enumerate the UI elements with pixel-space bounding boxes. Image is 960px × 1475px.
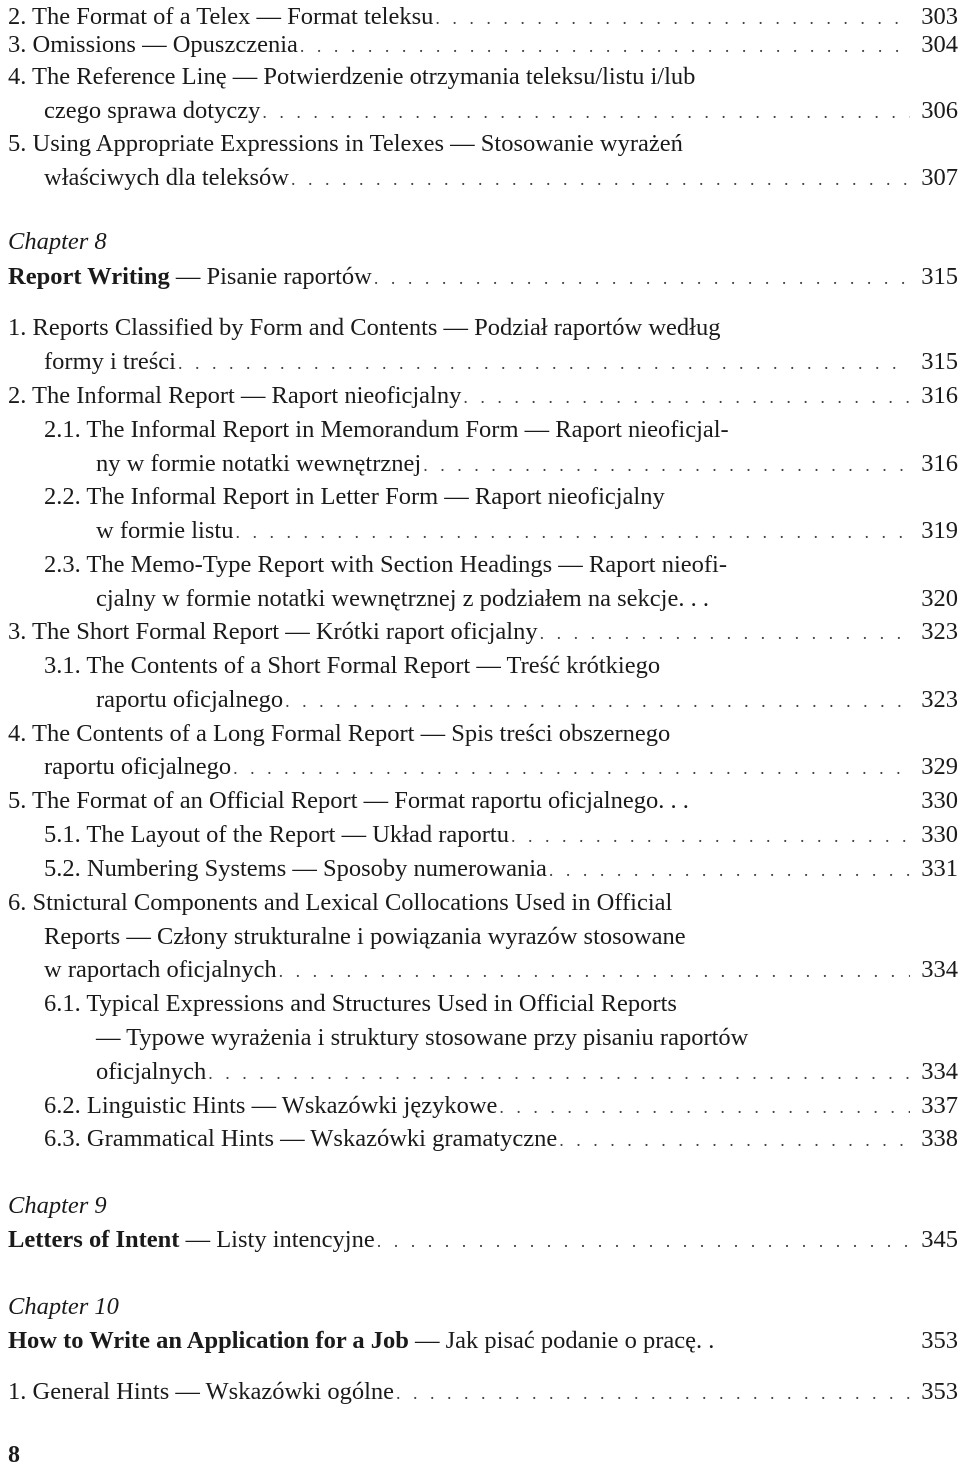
toc-entry-text: cjalny w formie notatki wewnętrznej z podziałem na sekcje. . . — [96, 585, 709, 612]
toc-entry[interactable] — [8, 28, 958, 62]
leader-dots — [374, 261, 910, 295]
toc-page-ref: 307 — [921, 164, 958, 191]
toc-entry[interactable] — [8, 1375, 958, 1409]
toc-page-ref: 345 — [921, 1226, 958, 1253]
leader-dots — [291, 162, 910, 196]
toc-entry-text: w raportach oficjalnych — [44, 956, 277, 983]
toc-page-ref: 330 — [921, 787, 958, 814]
toc-page-ref: 334 — [921, 956, 958, 983]
toc-entry-text: 1. General Hints — Wskazówki ogólne — [8, 1378, 395, 1405]
toc-entry[interactable] — [44, 852, 958, 886]
toc-page-ref: 320 — [921, 585, 958, 612]
toc-page-ref: 303 — [921, 3, 958, 30]
toc-page-ref: 331 — [921, 855, 958, 882]
toc-entry-text: 6.1. Typical Expressions and Structures Used in Official Reports — [44, 990, 677, 1017]
leader-dots — [285, 684, 910, 718]
toc-entry[interactable] — [96, 1055, 958, 1089]
toc-page-ref: 316 — [921, 382, 958, 409]
chapter-label: Chapter 10 — [8, 1293, 119, 1320]
chapter-title-translation: — Pisanie raportów — [169, 263, 372, 290]
toc-entry-text: raportu oficjalnego — [96, 686, 284, 713]
chapter-title-entry[interactable] — [8, 1223, 958, 1257]
toc-entry-text: raportu oficjalnego — [44, 753, 232, 780]
leader-dots — [233, 751, 910, 785]
toc-entry-text: 6. Stnictural Components and Lexical Collocations Used in Official — [8, 889, 673, 916]
toc-entry[interactable] — [96, 683, 958, 717]
leader-dots — [178, 346, 910, 380]
chapter-title-translation: — Listy intencyjne — [179, 1226, 375, 1253]
toc-page — [8, 0, 958, 1475]
chapter-label: Chapter 8 — [8, 228, 107, 255]
leader-dots — [540, 616, 910, 650]
toc-entry-text: 2.1. The Informal Report in Memorandum Form — Raport nieoficjal- — [44, 416, 729, 443]
toc-entry-text: 6.2. Linguistic Hints — Wskazówki językowe — [44, 1092, 498, 1119]
chapter-label: Chapter 9 — [8, 1192, 107, 1219]
toc-entry[interactable] — [44, 94, 958, 128]
toc-entry-text: — Typowe wyrażenia i struktury stosowane przy pisaniu raportów — [96, 1024, 749, 1051]
toc-entry-text: 3. The Short Formal Report — Krótki raport oficjalny — [8, 618, 538, 645]
toc-entry-text: w formie listu — [96, 517, 234, 544]
toc-entry-text: 3. Omissions — Opuszczenia — [8, 31, 298, 58]
leader-dots — [423, 448, 910, 482]
toc-entry-text: 1. Reports Classified by Form and Contents — Podział raportów według — [8, 314, 721, 341]
toc-page-ref: 330 — [921, 821, 958, 848]
toc-entry-text: 4. The Contents of a Long Formal Report — Spis treści obszernego — [8, 720, 671, 747]
leader-dots — [300, 29, 910, 63]
toc-entry[interactable] — [44, 750, 958, 784]
toc-page-ref: 315 — [921, 348, 958, 375]
chapter-title: Letters of Intent — [8, 1226, 180, 1253]
leader-dots — [279, 954, 910, 988]
toc-page-ref: 304 — [921, 31, 958, 58]
toc-entry[interactable] — [8, 379, 958, 413]
toc-page-ref: 315 — [921, 263, 958, 290]
chapter-title-translation: — Jak pisać podanie o pracę. . — [408, 1327, 715, 1354]
toc-entry[interactable] — [8, 615, 958, 649]
leader-dots — [463, 380, 910, 414]
toc-entry-text: 4. The Reference Linę — Potwierdzenie otrzymania teleksu/listu i/lub — [8, 63, 696, 90]
leader-dots — [262, 95, 910, 129]
toc-entry-text: 2. The Informal Report — Raport nieoficjalny — [8, 382, 462, 409]
toc-page-ref: 329 — [921, 753, 958, 780]
page-number: 8 — [8, 1442, 20, 1468]
toc-entry-text: 3.1. The Contents of a Short Formal Report — Treść krótkiego — [44, 652, 661, 679]
chapter-title: Report Writing — [8, 263, 170, 290]
chapter-title: How to Write an Application for a Job — [8, 1327, 409, 1354]
toc-page-ref: 338 — [921, 1125, 958, 1152]
toc-entry-text: ny w formie notatki wewnętrznej — [96, 450, 422, 477]
toc-entry[interactable] — [44, 1089, 958, 1123]
leader-dots — [549, 853, 910, 887]
toc-page-ref: 306 — [921, 97, 958, 124]
toc-entry-text: 5.2. Numbering Systems — Sposoby numerowania — [44, 855, 547, 882]
toc-entry[interactable] — [44, 1122, 958, 1156]
toc-entry[interactable] — [44, 345, 958, 379]
toc-entry-text: 2.3. The Memo-Type Report with Section Headings — Raport nieofi- — [44, 551, 728, 578]
leader-dots — [499, 1090, 910, 1124]
toc-entry-text: Reports — Człony strukturalne i powiązania wyrazów stosowane — [44, 923, 686, 950]
toc-page-ref: 316 — [921, 450, 958, 477]
toc-entry-text: czego sprawa dotyczy — [44, 97, 261, 124]
toc-entry[interactable] — [44, 953, 958, 987]
toc-page-ref: 334 — [921, 1058, 958, 1085]
toc-entry-text: 2. The Format of a Telex — Format teleksu — [8, 3, 434, 30]
toc-entry-text: 5. The Format of an Official Report — Format raportu oficjalnego. . . — [8, 787, 689, 814]
toc-entry[interactable] — [96, 447, 958, 481]
leader-dots — [511, 819, 910, 853]
leader-dots — [235, 515, 910, 549]
toc-entry[interactable] — [44, 818, 958, 852]
toc-page-ref: 323 — [921, 686, 958, 713]
toc-entry[interactable] — [96, 582, 958, 616]
toc-entry-text: 5.1. The Layout of the Report — Układ raportu — [44, 821, 509, 848]
toc-page-ref: 353 — [921, 1327, 958, 1354]
leader-dots — [559, 1123, 910, 1157]
leader-dots — [208, 1056, 910, 1090]
toc-entry-text: 5. Using Appropriate Expressions in Telexes — Stosowanie wyrażeń — [8, 130, 683, 157]
toc-entry-text: oficjalnych — [96, 1058, 207, 1085]
toc-page-ref: 337 — [921, 1092, 958, 1119]
toc-entry-text: właściwych dla teleksów — [44, 164, 289, 191]
toc-page-ref: 353 — [921, 1378, 958, 1405]
leader-dots — [396, 1376, 910, 1410]
toc-entry-text: 2.2. The Informal Report in Letter Form — Raport nieoficjalny — [44, 483, 665, 510]
toc-page-ref: 323 — [921, 618, 958, 645]
toc-entry[interactable] — [44, 161, 958, 195]
chapter-title-entry[interactable] — [8, 260, 958, 294]
toc-entry[interactable] — [8, 784, 958, 818]
toc-entry[interactable] — [96, 514, 958, 548]
toc-entry-text: 6.3. Grammatical Hints — Wskazówki gramatyczne — [44, 1125, 558, 1152]
leader-dots — [377, 1224, 910, 1258]
toc-entry-text: formy i treści — [44, 348, 176, 375]
chapter-title-entry[interactable] — [8, 1324, 958, 1358]
toc-page-ref: 319 — [921, 517, 958, 544]
